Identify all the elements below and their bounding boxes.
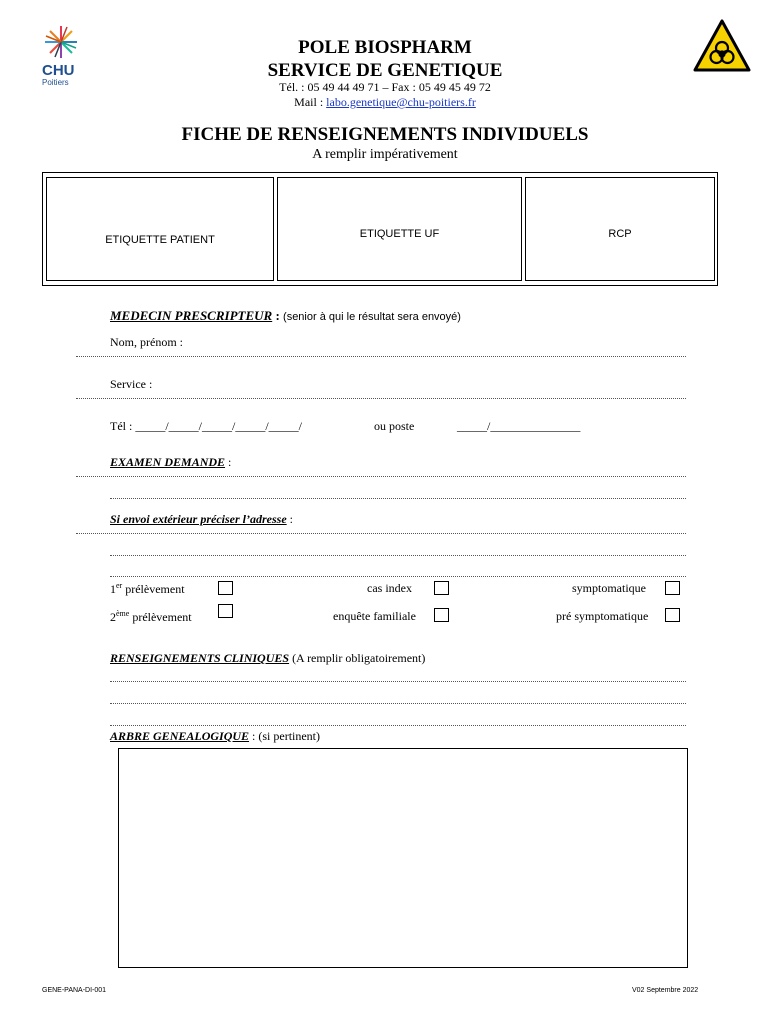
form-subtitle: A remplir impérativement [312,147,458,162]
pre-symptomatique-checkbox[interactable] [665,608,680,622]
second-sample-checkbox[interactable] [218,604,233,618]
logo-text: CHU [42,62,75,79]
enquete-label: enquête familiale [333,609,416,623]
mail-link[interactable]: labo.genetique@chu-poitiers.fr [326,95,476,109]
poste-field[interactable]: _____/_______________ [457,419,581,433]
first-sample-text: prélèvement [122,582,185,596]
footer-version: V02 Septembre 2022 [632,987,699,994]
patient-label-cell[interactable] [46,177,274,281]
rcp-text: RCP [608,228,632,240]
renseignements-heading-line [110,651,425,666]
renseignements-field-3[interactable] [110,725,686,726]
service-field[interactable] [76,398,686,399]
service-label: Service : [110,377,153,391]
logo-subtext: Poitiers [42,78,69,87]
examen-field-1[interactable] [76,476,686,477]
renseignements-note: (A remplir obligatoirement) [292,651,426,665]
prescripteur-heading: MEDECIN PRESCRIPTEUR [110,308,273,323]
name-field[interactable] [76,356,686,357]
family-tree-box[interactable] [118,748,688,968]
symptomatique-label: symptomatique [572,581,646,595]
prescripteur-note: (senior à qui le résultat sera envoyé) [283,311,461,323]
envoi-field-3[interactable] [110,576,686,577]
first-sample-label [110,581,185,597]
title-line-1: POLE BIOSPHARM [298,37,472,58]
enquete-checkbox[interactable] [434,608,449,622]
patient-label-text: ETIQUETTE PATIENT [105,234,215,246]
envoi-colon: : [286,512,293,526]
examen-field-2[interactable] [110,498,686,499]
arbre-heading: ARBRE GENEALOGIQUE [110,729,250,743]
mail-label: Mail : [294,95,327,109]
cas-index-label: cas index [367,581,412,595]
form-title: FICHE DE RENSEIGNEMENTS INDIVIDUELS [181,124,589,145]
first-sample-sup: er [116,581,123,590]
examen-colon: : [225,455,232,469]
uf-label-text: ETIQUETTE UF [359,228,440,240]
envoi-field-2[interactable] [110,555,686,556]
cas-index-checkbox[interactable] [434,581,449,595]
arbre-note: : (si pertinent) [249,729,321,743]
examen-heading: EXAMEN DEMANDE [110,455,226,469]
mail-line [0,95,770,110]
renseignements-field-2[interactable] [110,703,686,704]
second-sample-text: prélèvement [129,610,192,624]
title-line-2: SERVICE DE GENETIQUE [267,60,503,81]
name-label: Nom, prénom : [110,335,183,349]
rcp-cell[interactable] [525,177,715,281]
prescripteur-heading-line [110,308,461,324]
symptomatique-checkbox[interactable] [665,581,680,595]
envoi-field-1[interactable] [76,533,686,534]
label-table [42,172,718,286]
arbre-heading-line [110,729,320,744]
examen-heading-line [110,455,231,470]
renseignements-heading: RENSEIGNEMENTS CLINIQUES [110,651,290,665]
second-sample-sup: ème [116,609,130,618]
renseignements-field-1[interactable] [110,681,686,682]
footer-doc-code: GENE-PANA-DI-001 [42,987,107,994]
tel-field[interactable]: Tél : _____/_____/_____/_____/_____/ [110,419,302,433]
envoi-heading: Si envoi extérieur préciser l’adresse [110,512,287,526]
pre-symptomatique-label: pré symptomatique [556,609,649,623]
second-sample-label [110,609,192,625]
poste-label: ou poste [374,419,415,433]
prescripteur-colon: : [272,308,284,323]
envoi-heading-line [110,512,293,527]
uf-label-cell[interactable] [277,177,522,281]
first-sample-checkbox[interactable] [218,581,233,595]
phone-fax: Tél. : 05 49 44 49 71 – Fax : 05 49 45 49 72 [279,80,491,94]
first-sample-num: 1 [110,582,116,596]
second-sample-num: 2 [110,610,116,624]
